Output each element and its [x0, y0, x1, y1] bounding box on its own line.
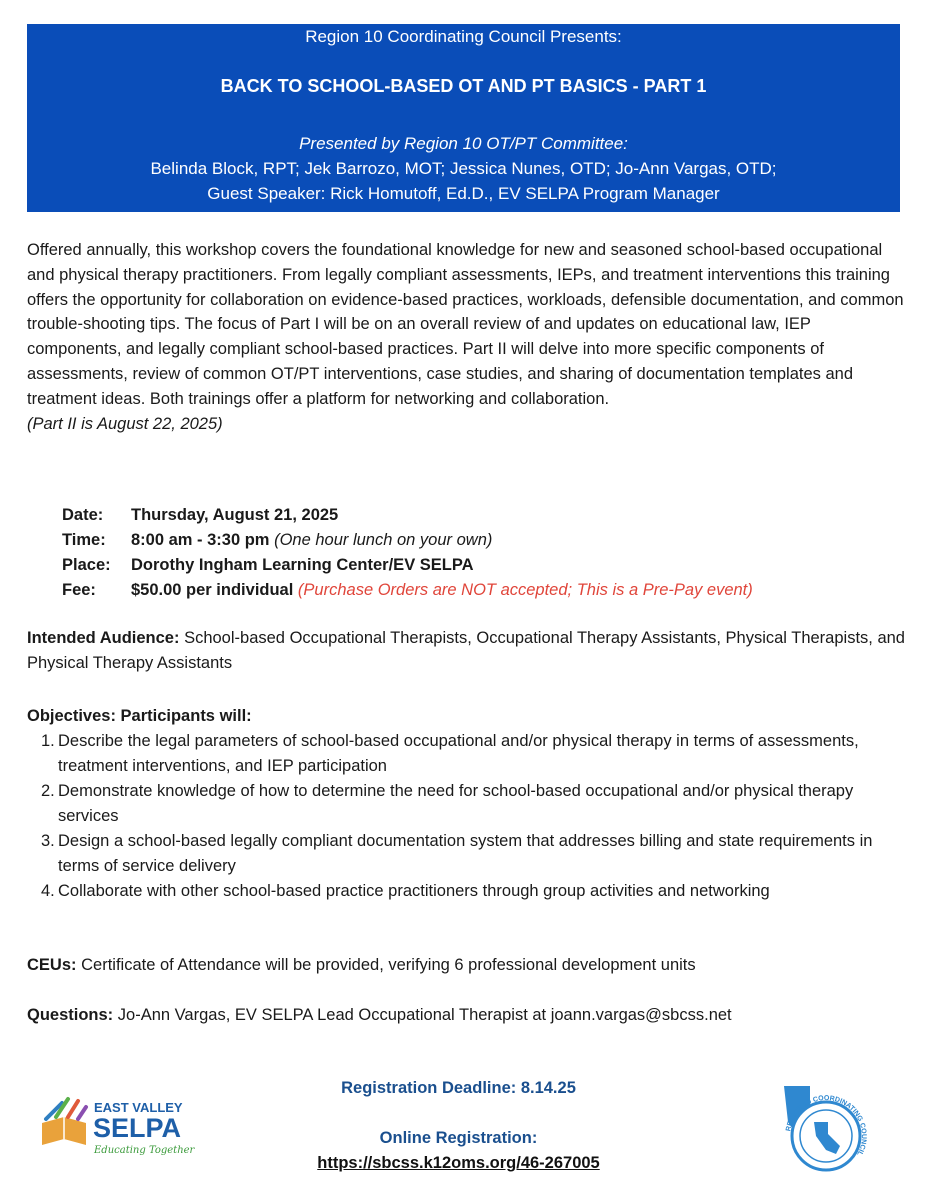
date-value: Thursday, August 21, 2025 — [131, 506, 339, 524]
ceus-text: Certificate of Attendance will be provided, verifying 6 professional development units — [81, 956, 696, 974]
fee-label: Fee: — [62, 581, 96, 599]
header-banner — [27, 24, 900, 212]
questions-text: Jo-Ann Vargas, EV SELPA Lead Occupational Therapist at joann.vargas@sbcss.net — [117, 1006, 732, 1024]
list-item: 3. Design a school-based legally compliant documentation system that addresses billing and state requirements in terms of service delivery — [41, 832, 873, 875]
part-two-note: (Part II is August 22, 2025) — [27, 414, 223, 433]
online-registration-label: Online Registration: — [379, 1129, 538, 1147]
place-label: Place: — [62, 556, 111, 574]
audience-section — [27, 626, 907, 676]
region-10-seal-icon — [770, 1078, 870, 1178]
intro-paragraph — [27, 238, 907, 436]
questions-section — [27, 1003, 907, 1028]
logo-line2: SELPA — [93, 1113, 182, 1143]
ceus-label: CEUs: — [27, 956, 77, 974]
event-details — [62, 503, 753, 603]
guest-speaker-line: Guest Speaker: Rick Homutoff, Ed.D., EV SELPA Program Manager — [207, 184, 720, 203]
date-label: Date: — [62, 506, 104, 524]
fee-note: (Purchase Orders are NOT accepted; This is a Pre-Pay event) — [297, 581, 753, 599]
list-item: 4. Collaborate with other school-based practice practitioners through group activities and networking — [41, 882, 770, 900]
questions-label: Questions: — [27, 1006, 114, 1024]
time-row — [62, 528, 753, 553]
registration-deadline: Registration Deadline: 8.14.25 — [341, 1079, 576, 1097]
logo-tagline: Educating Together — [94, 1145, 195, 1156]
seal-text: REGION 10 COORDINATING COUNCIL — [785, 1094, 868, 1157]
place-value: Dorothy Ingham Learning Center/EV SELPA — [131, 556, 474, 574]
presented-by-line: Presented by Region 10 OT/PT Committee: — [299, 134, 628, 153]
list-item: 2. Demonstrate knowledge of how to determine the need for school-based occupational and/or physical therapy services — [41, 782, 854, 825]
fee-value: $50.00 per individual — [131, 581, 294, 599]
time-value: 8:00 am - 3:30 pm — [131, 531, 270, 549]
date-row — [62, 503, 753, 528]
fee-row — [62, 578, 753, 603]
objectives-list — [27, 729, 907, 904]
presents-line: Region 10 Coordinating Council Presents: — [305, 27, 622, 46]
time-note: (One hour lunch on your own) — [274, 531, 493, 549]
place-row — [62, 553, 753, 578]
ceus-section — [27, 953, 907, 978]
audience-label: Intended Audience: — [27, 629, 180, 647]
time-label: Time: — [62, 531, 106, 549]
event-title: BACK TO SCHOOL-BASED OT AND PT BASICS - PART 1 — [220, 76, 707, 96]
list-item: 1. Describe the legal parameters of school-based occupational and/or physical therapy in terms of assessments, treatment interventions, and IEP participation — [41, 732, 859, 775]
presenters-line: Belinda Block, RPT; Jek Barrozo, MOT; Jessica Nunes, OTD; Jo-Ann Vargas, OTD; — [150, 159, 777, 178]
logo-line1: EAST VALLEY — [94, 1100, 183, 1115]
objectives-heading: Objectives: Participants will: — [27, 707, 252, 725]
registration-link[interactable]: https://sbcss.k12oms.org/46-267005 — [317, 1154, 600, 1172]
audience-text: School-based Occupational Therapists, Occupational Therapy Assistants, Physical Therapists, and Physical Therapy Assistants — [27, 629, 905, 672]
intro-text: Offered annually, this workshop covers the foundational knowledge for new and seasoned school-based occupational and physical therapy practitioners. From legally compliant assessments, IEPs, and treatment interventions this training offers the opportunity for collaboration on evidence-based practices, workloads, defensible documentation, and common trouble-shooting tips. The focus of Part I will be on an overall review of and updates on educational law, IEP components, and legally compliant school-based practices. Part II will delve into more specific components of assessments, review of common OT/PT interventions, case studies, and sharing of documentation templates and treatment ideas. Both trainings offer a platform for networking and collaboration. — [27, 241, 904, 408]
